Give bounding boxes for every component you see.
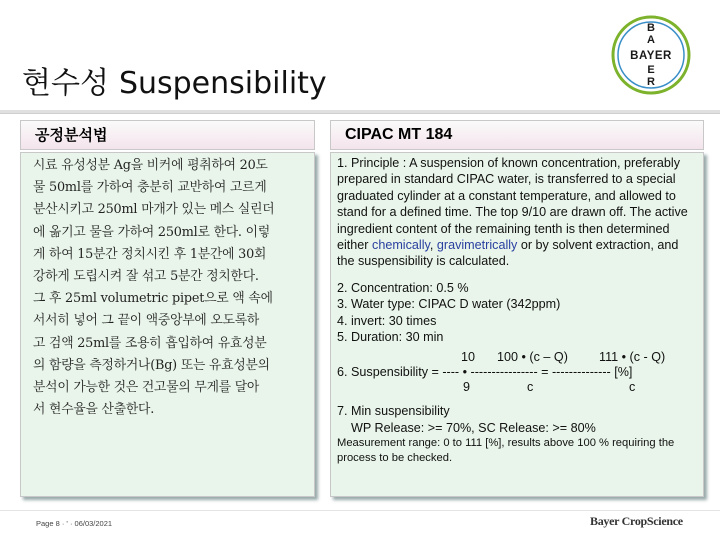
slide-title-english: Suspensibility: [118, 66, 327, 101]
footer-brand: Bayer CropScience: [590, 514, 683, 528]
korean-line: 시료 유성성분 Ag을 비커에 평취하여 20도: [33, 158, 268, 173]
right-column-header: CIPAC MT 184: [330, 120, 704, 150]
cipac-method-panel: [330, 152, 704, 497]
formula-numerator-3: 111 • (c - Q): [599, 350, 666, 365]
formula-numerator-1: 10: [461, 350, 476, 365]
item-invert: 4. invert: 30 times: [337, 313, 437, 328]
left-column-header: 공정분석법: [20, 120, 315, 150]
release-requirements: WP Release: >= 70%, SC Release: >= 80%: [351, 420, 596, 435]
korean-method-text: [33, 155, 306, 421]
korean-line: 서서히 넣어 그 끝이 액중앙부에 오도록하: [33, 313, 260, 329]
korean-line: 게 하여 15분간 정치시킨 후 1분간에 30회: [33, 246, 267, 262]
principle-comma: ,: [429, 238, 437, 253]
suspensibility-formula: [337, 349, 697, 393]
logo-letter-a: A: [647, 34, 655, 46]
korean-line: 물 50ml를 가하여 충분히 교반하여 고르게: [33, 180, 267, 196]
principle-text: 1. Principle : A suspension of known concentration, preferably prepared in standard CIPAC water, is transferred to a special graduated cylinder at a constant temperature, and allowed to stand for a defined time. The top 9/10 are drawn off. The active ingredient content of the remaining tenth is then determined either: [337, 156, 688, 253]
korean-line: 서 현수율을 산출한다.: [33, 402, 155, 418]
item-min-suspensibility: 7. Min suspensibility: [337, 404, 450, 419]
principle-paragraph: [337, 155, 697, 270]
measurement-range-note: Measurement range: 0 to 111 [%], results above 100 % requiring the process to be checked.: [337, 437, 675, 464]
logo-letter-b: B: [647, 22, 655, 34]
footer-page-info: Page 8 · ' · 06/03/2021: [36, 519, 113, 528]
bayer-logo: [610, 14, 692, 96]
item-duration: 5. Duration: 30 min: [337, 330, 444, 345]
formula-main-line: 6. Suspensibility = ---- • ---------------- = -------------- [%]: [337, 365, 633, 380]
item-water-type: 3. Water type: CIPAC D water (342ppm): [337, 297, 561, 312]
korean-line: 고 검액 25ml를 조용히 흡입하여 유효성분: [33, 335, 267, 351]
korean-line: 의 함량을 측정하거나(Bg) 또는 유효성분의: [33, 357, 270, 373]
logo-letter-r: R: [647, 76, 655, 88]
slide-title-korean: 현수성: [22, 66, 109, 101]
korean-line: 강하게 도립시켜 잘 섞고 5분간 정치한다.: [33, 269, 259, 285]
footer-divider: [0, 510, 720, 511]
formula-numerator-2: 100 • (c – Q): [497, 350, 568, 365]
korean-line: 그 후 25ml volumetric pipet으로 액 속에: [33, 291, 273, 307]
formula-denominator-2: c: [527, 380, 534, 395]
korean-method-panel: [20, 152, 315, 497]
principle-text-end: or by solvent extraction, and the suspensibility is calculated.: [337, 238, 679, 269]
chemically-term: chemically: [372, 238, 430, 253]
korean-line: 분석이 가능한 것은 건고물의 무게를 달아: [33, 380, 260, 396]
korean-line: 에 옮기고 물을 가하여 250ml로 한다. 이렇: [33, 224, 270, 240]
logo-letter-e: E: [647, 64, 655, 76]
gravimetrically-term: gravimetrically: [436, 238, 518, 253]
item-concentration: 2. Concentration: 0.5 %: [337, 280, 469, 295]
logo-word-bayer: BAYER: [630, 50, 672, 62]
korean-line: 분산시키고 250ml 마개가 있는 메스 실린더: [33, 202, 275, 218]
formula-denominator-1: 9: [463, 380, 471, 395]
slide-title: [22, 64, 327, 104]
title-divider-shadow: [0, 113, 720, 114]
formula-denominator-3: c: [629, 380, 636, 395]
